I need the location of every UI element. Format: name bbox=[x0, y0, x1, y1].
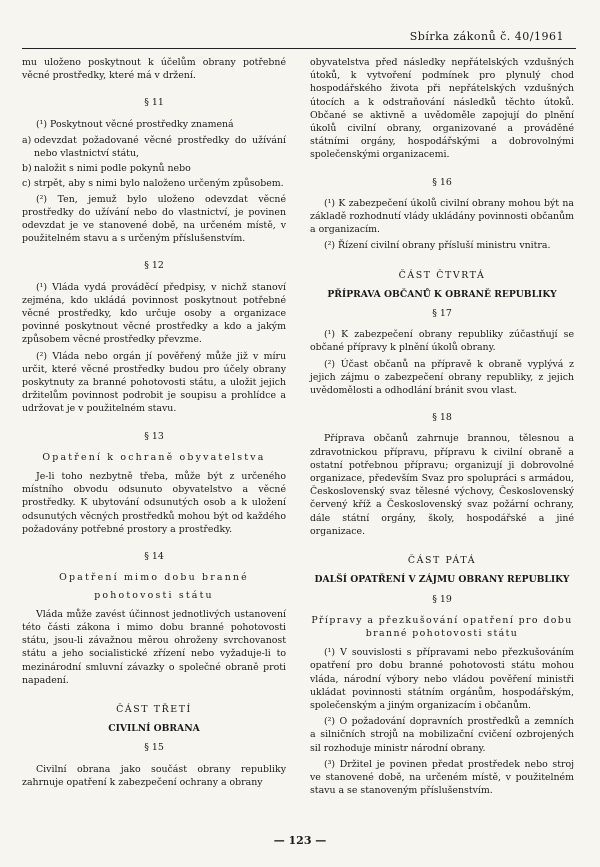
page-header: Sbírka zákonů č. 40/1961 bbox=[409, 30, 564, 43]
section-14-title: § 14 bbox=[144, 551, 164, 563]
list-text: naložit s nimi podle pokynů nebo bbox=[34, 163, 191, 175]
list-label: a) bbox=[22, 134, 32, 146]
s13-para-1: Je-li toho nezbytně třeba, může být z určeného místního obvodu odsunuto obyvatelstvo a věcné prostředky. K ubytování odsunutých osob a k uložení odsunutých věcných prostředků mohou být od každého požadovány potřebné prostory a prostředky. bbox=[22, 471, 286, 535]
s16-para-1: (¹) K zabezpečení úkolů civilní obrany mohou být na základě rozhodnutí vlády ukládány povinnosti občanům a organizacím. bbox=[310, 197, 574, 236]
part-5-subtitle: DALŠÍ OPATŘENÍ V ZÁJMU OBRANY REPUBLIKY bbox=[314, 574, 570, 586]
s16-para-2: (²) Řízení civilní obrany přísluší ministru vnitra. bbox=[324, 240, 551, 252]
s12-para-1: (¹) Vláda vydá prováděcí předpisy, v nichž stanoví zejména, kdo ukládá povinnost poskytnout potřebné věcné prostředky, kdo určuje osoby a organizace povinné poskytnout věcné prostředky a kdo a jakým způsobem věcné prostředky převzme. bbox=[22, 281, 286, 346]
s12-para-2: (²) Vláda nebo orgán jí pověřený může již v míru určit, které věcné prostředky budou pro účely obrany poskytnuty za branné pohotovosti státu, a uložit jejich držitelům povinnost podrobit je soupisu a prohlídce a udržovat je v použitelném stavu. bbox=[22, 350, 286, 415]
s17-para-1: (¹) K zabezpečení obrany republiky zúčastňují se občané přípravy k plnění úkolů obrany. bbox=[310, 329, 574, 354]
section-15-title: § 15 bbox=[144, 742, 164, 754]
s19-heading: Přípravy a přezkušování opatření pro dobu branné pohotovosti státu bbox=[311, 614, 573, 639]
section-18-title: § 18 bbox=[432, 412, 452, 424]
s19-para-1: (¹) V souvislosti s přípravami nebo přezkušováním opatření pro dobu branné pohotovosti státu mohou vláda, národní výbory nebo vládou pověření ministři ukládat povinnosti státním orgánům, hospodářským, společenským a jiným organizacím i občanům. bbox=[310, 647, 574, 711]
s13-heading: Opatření k ochraně obyvatelstva bbox=[42, 451, 266, 463]
part-3-subtitle: CIVILNÍ OBRANA bbox=[108, 723, 200, 735]
section-16-title: § 16 bbox=[432, 176, 452, 188]
s11-para-1: (¹) Poskytnout věcné prostředky znamená bbox=[36, 118, 234, 130]
right-intro: obyvatelstva před následky nepřátelských vzdušných útoků, k vytvoření podmínek pro plynulý chod hospodářského života při nepřátelských vzdušných útocích a k odstraňování následků těchto útoků. Občané se aktivně a uvědoměle zapojují do plnění úkolů civilní obrany, organizované a prováděné státními orgány, hospodářskými a dobrovolnými společenskými organizacemi. bbox=[310, 57, 574, 161]
list-text: odevzdat požadované věcné prostředky do užívání nebo vlastnictví státu, bbox=[34, 134, 286, 160]
header-rule bbox=[22, 48, 576, 49]
s14-heading-2: pohotovosti státu bbox=[94, 589, 214, 601]
s19-para-2: (²) O požadování dopravních prostředků a zemních a silničních strojů na mobilizační cvičení ozbrojených sil rozhoduje ministr národní obrany. bbox=[310, 716, 574, 754]
list-label: c) bbox=[22, 178, 31, 190]
part-4-subtitle: PŘÍPRAVA OBČANŮ K OBRANĚ REPUBLIKY bbox=[327, 288, 557, 300]
s19-para-3: (³) Držitel je povinen předat prostředek nebo stroj ve stanovené době, na určeném místě, v použitelném stavu a se stanoveným příslušenstvím. bbox=[310, 758, 574, 797]
part-5-title: ČÁST PÁTÁ bbox=[407, 555, 477, 567]
section-19-title: § 19 bbox=[432, 593, 452, 605]
right-column bbox=[310, 56, 574, 800]
list-item bbox=[22, 162, 286, 175]
s18-para-1: Příprava občanů zahrnuje brannou, tělesnou a zdravotnickou přípravu, přípravu k civilní obraně a ostatní potřebnou přípravu; organizují ji dobrovolné organizace, především Svaz pro spolupráci s armádou, Československý svaz tělesné výchovy, Československý červený kříž a Československý svaz požární ochrany, dále státní orgány, školy, hospodářské a jiné organizace. bbox=[310, 433, 574, 537]
list-item bbox=[22, 134, 286, 160]
list-text: strpět, aby s nimi bylo naloženo určeným způsobem. bbox=[34, 178, 284, 190]
list-label: b) bbox=[22, 163, 32, 175]
part-3-title: ČÁST TŘETÍ bbox=[116, 703, 192, 715]
section-17-title: § 17 bbox=[432, 308, 452, 320]
left-intro: mu uloženo poskytnout k účelům obrany potřebné věcné prostředky, které má v držení. bbox=[22, 57, 286, 82]
section-13-title: § 13 bbox=[144, 430, 164, 442]
section-12-title: § 12 bbox=[144, 260, 164, 272]
s11-para-2: (²) Ten, jemuž bylo uloženo odevzdat věcné prostředky do užívání nebo do vlastnictví, je povinen odevzdat je ve stanovené době, na určeném místě, v použitelném stavu a s určeným příslušenstvím. bbox=[22, 193, 286, 245]
section-11-title: § 11 bbox=[144, 97, 164, 109]
page-number: — 123 — bbox=[273, 834, 327, 847]
s17-para-2: (²) Účast občanů na přípravě k obraně vyplývá z jejich zájmu o zabezpečení obrany republiky, z jejich uvědomělosti a odhodlání bránit svou vlast. bbox=[310, 358, 574, 397]
part-4-title: ČÁST ČTVRTÁ bbox=[398, 269, 486, 281]
s14-heading-1: Opatření mimo dobu branné bbox=[59, 572, 249, 584]
list-item bbox=[22, 177, 286, 190]
s15-para-1: Civilní obrana jako součást obrany republiky zahrnuje opatření k zabezpečení ochrany a obrany bbox=[22, 763, 286, 788]
left-column bbox=[22, 56, 286, 792]
s14-para-1: Vláda může zavést účinnost jednotlivých ustanovení této části zákona i mimo dobu branné pohotovosti státu, jsou-li závažnou měrou ohroženy svrchovanost státu a jeho socialistické zřízení nebo vyžaduje-li to mezinárodní smluvní závazky o společné obraně proti napadení. bbox=[22, 608, 286, 686]
